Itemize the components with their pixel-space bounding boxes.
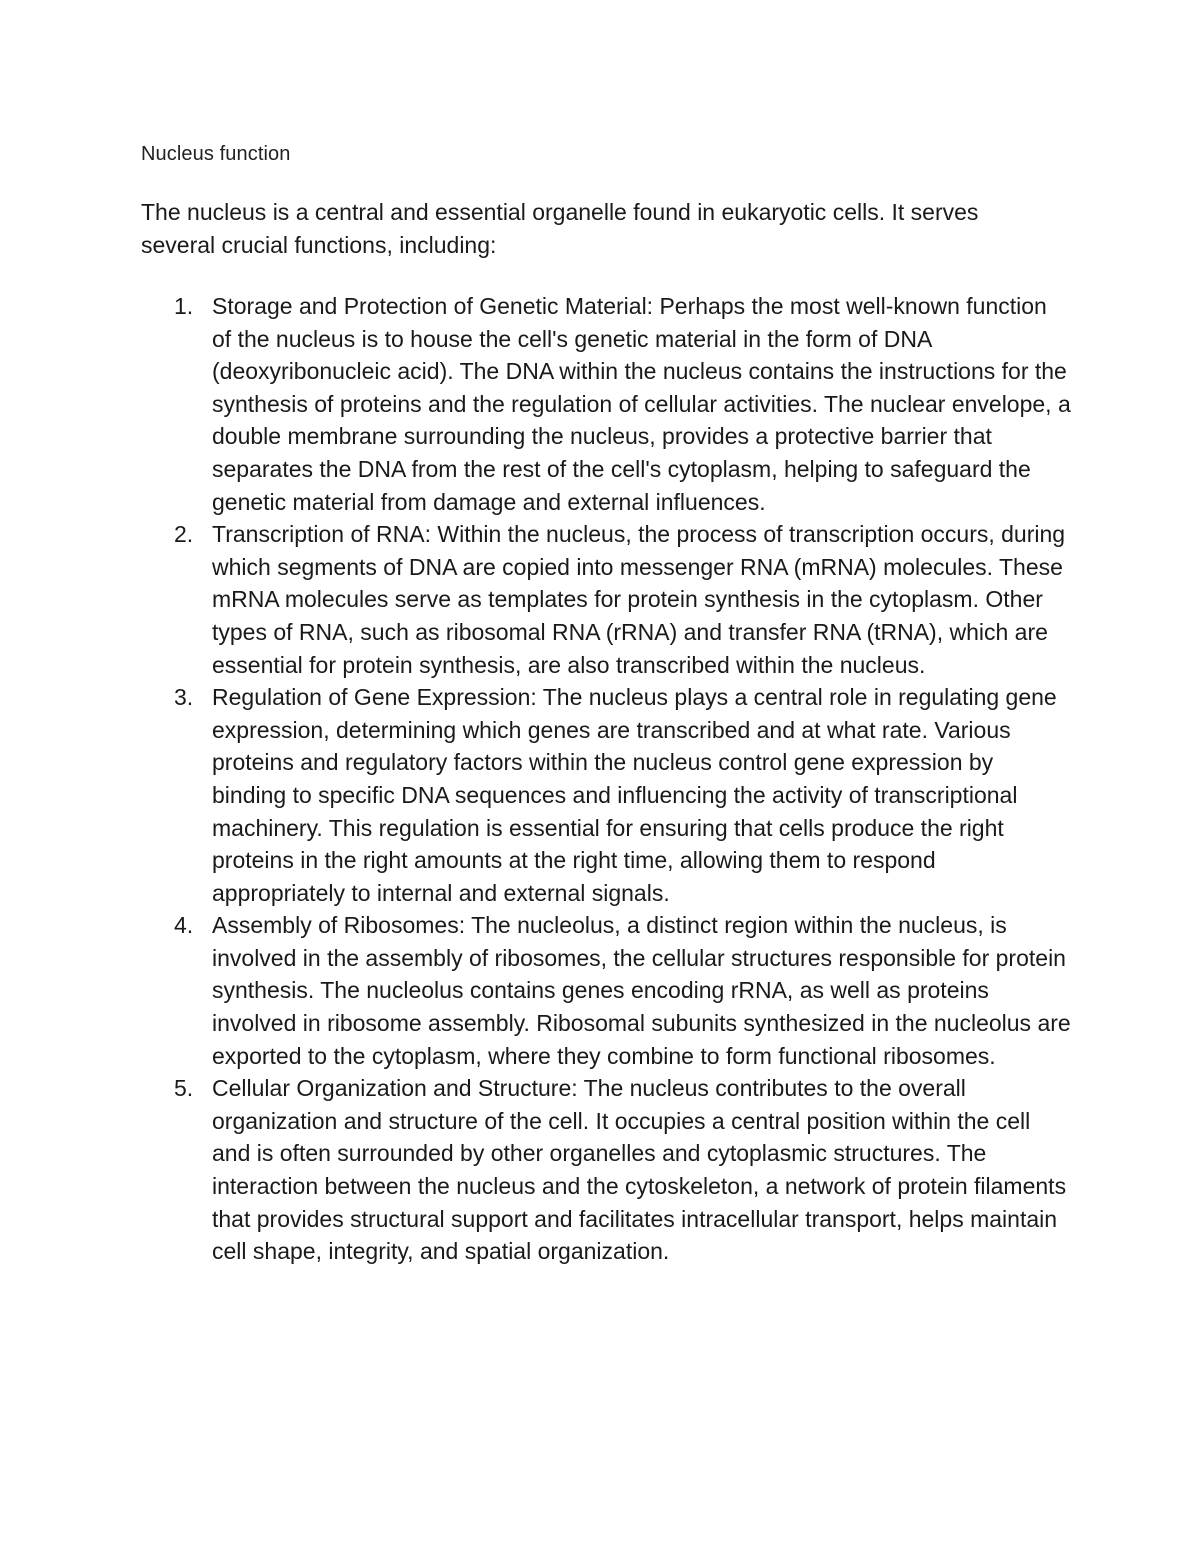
list-item-text: Assembly of Ribosomes: The nucleolus, a distinct region within the nucleus, is involved in the assembly of ribosomes, the cellular structures responsible for protein synthesis. The nucleolus contains genes encoding rRNA, as well as proteins involved in ribosome assembly. Ribosomal subunits synthesized in the nucleolus are exported to the cytoplasm, where they combine to form functional ribosomes. xyxy=(212,912,1071,1069)
list-item-number: 4. xyxy=(174,912,194,939)
list-item xyxy=(141,1072,1071,1268)
document-heading: Nucleus function xyxy=(141,143,291,165)
list-item-number: 2. xyxy=(174,521,194,548)
list-item xyxy=(141,909,1071,1072)
list-item xyxy=(141,681,1071,909)
list-item-number: 3. xyxy=(174,684,194,711)
functions-list xyxy=(141,290,1071,1268)
list-item-number: 5. xyxy=(174,1075,194,1102)
list-item-text: Transcription of RNA: Within the nucleus, the process of transcription occurs, during which segments of DNA are copied into messenger RNA (mRNA) molecules. These mRNA molecules serve as templates for protein synthesis in the cytoplasm. Other types of RNA, such as ribosomal RNA (rRNA) and transfer RNA (tRNA), which are essential for protein synthesis, are also transcribed within the nucleus. xyxy=(212,521,1066,678)
list-item-text: Regulation of Gene Expression: The nucleus plays a central role in regulating gene expression, determining which genes are transcribed and at what rate. Various proteins and regulatory factors within the nucleus control gene expression by binding to specific DNA sequences and influencing the activity of transcriptional machinery. This regulation is essential for ensuring that cells produce the right proteins in the right amounts at the right time, allowing them to respond appropriately to internal and external signals. xyxy=(212,684,1057,906)
list-item-number: 1. xyxy=(174,293,194,319)
list-item xyxy=(141,290,1071,518)
intro-paragraph: The nucleus is a central and essential organelle found in eukaryotic cells. It serves several crucial functions, including: xyxy=(141,199,979,258)
list-item xyxy=(141,518,1071,681)
list-item-text: Storage and Protection of Genetic Material: Perhaps the most well-known function of the nucleus is to house the cell's genetic material in the form of DNA (deoxyribonucleic acid). The DNA within the nucleus contains the instructions for the synthesis of proteins and the regulation of cellular activities. The nuclear envelope, a double membrane surrounding the nucleus, provides a protective barrier that separates the DNA from the rest of the cell's cytoplasm, helping to safeguard the genetic material from damage and external influences. xyxy=(212,293,1071,515)
list-item-text: Cellular Organization and Structure: The nucleus contributes to the overall organization and structure of the cell. It occupies a central position within the cell and is often surrounded by other organelles and cytoplasmic structures. The interaction between the nucleus and the cytoskeleton, a network of protein filaments that provides structural support and facilitates intracellular transport, helps maintain cell shape, integrity, and spatial organization. xyxy=(212,1075,1067,1265)
